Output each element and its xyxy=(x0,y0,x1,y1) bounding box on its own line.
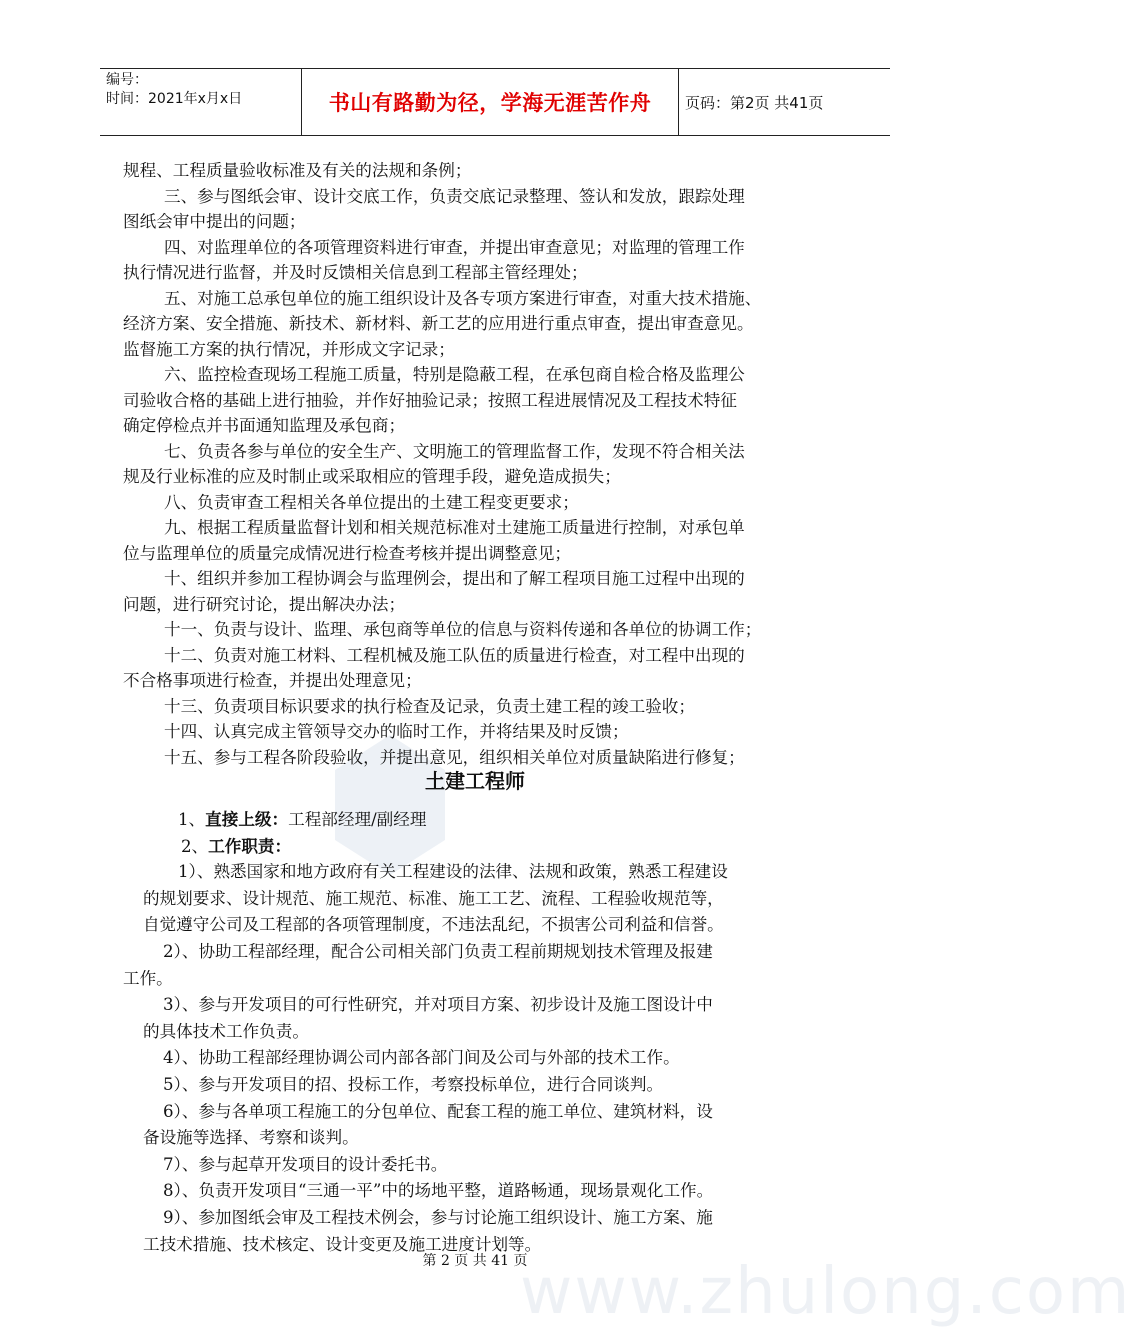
header-left-cell xyxy=(100,69,302,135)
section-title: 土建工程师 xyxy=(425,769,525,793)
paragraph-line: 问题，进行研究讨论，提出解决办法； xyxy=(123,594,406,614)
paragraph-line: 十三、负责项目标识要求的执行检查及记录，负责土建工程的竣工验收； xyxy=(164,696,695,716)
duty-line: 9）、参加图纸会审及工程技术例会，参与讨论施工组织设计、施工方案、施 xyxy=(163,1207,713,1227)
paragraph-line: 规及行业标准的应及时制止或采取相应的管理手段，避免造成损失； xyxy=(123,467,621,486)
paragraph-line: 六、监控检查现场工程施工质量，特别是隐蔽工程，在承包商自检合格及监理公 xyxy=(164,365,745,384)
paragraph-line: 经济方案、安全措施、新技术、新材料、新工艺的应用进行重点审查，提出审查意见。 xyxy=(123,314,754,333)
superior-label: 直接上级： xyxy=(205,809,289,829)
paragraph-line: 位与监理单位的质量完成情况进行检查考核并提出调整意见； xyxy=(123,543,572,563)
superior-value: 工程部经理/副经理 xyxy=(288,810,427,829)
section2-body xyxy=(123,806,863,1258)
paragraph-line: 八、负责审查工程相关各单位提出的土建工程变更要求； xyxy=(164,492,579,512)
duty-line: 3）、参与开发项目的可行性研究，并对项目方案、初步设计及施工图设计中 xyxy=(163,995,713,1015)
page-info: 页码：第2页 共41页 xyxy=(685,93,824,112)
section1-body xyxy=(123,158,858,770)
duty-line: 工技术措施、技术核定、设计变更及施工进度计划等。 xyxy=(143,1234,542,1254)
duty-line: 8）、负责开发项目“三通一平”中的场地平整，道路畅通，现场景观化工作。 xyxy=(163,1181,714,1201)
page-footer: 第 2 页 共 41 页 xyxy=(422,1253,528,1269)
duty-line: 5）、参与开发项目的招、投标工作，考察投标单位，进行合同谈判。 xyxy=(163,1074,664,1094)
superior-line xyxy=(123,806,863,833)
motto: 书山有路勤为径，学海无涯苦作舟 xyxy=(302,69,679,135)
duty-line: 工作。 xyxy=(123,968,173,988)
paragraph-line: 规程、工程质量验收标准及有关的法规和条例； xyxy=(123,161,472,180)
duties-line xyxy=(123,833,863,860)
duty-line: 7）、参与起草开发项目的设计委托书。 xyxy=(163,1154,448,1174)
paragraph-line: 四、对监理单位的各项管理资料进行审查，并提出审查意见；对监理的管理工作 xyxy=(164,237,745,257)
paragraph-line: 司验收合格的基础上进行抽验，并作好抽验记录；按照工程进展情况及工程技术特征 xyxy=(123,390,737,410)
paragraph-line: 十五、参与工程各阶段验收，并提出意见，组织相关单位对质量缺陷进行修复； xyxy=(164,747,745,767)
paragraph-line: 十、组织并参加工程协调会与监理例会，提出和了解工程项目施工过程中出现的 xyxy=(164,569,745,588)
paragraph-line: 十一、负责与设计、监理、承包商等单位的信息与资料传递和各单位的协调工作； xyxy=(164,620,762,639)
paragraph-line: 不合格事项进行检查，并提出处理意见； xyxy=(123,671,422,690)
duties-num: 2、 xyxy=(181,836,209,856)
paragraph-line: 三、参与图纸会审、设计交底工作，负责交底记录整理、签认和发放，跟踪处理 xyxy=(164,186,745,206)
duties-label: 工作职责： xyxy=(208,835,292,856)
duty-line: 的具体技术工作负责。 xyxy=(143,1021,309,1041)
paragraph-line: 五、对施工总承包单位的施工组织设计及各专项方案进行审查，对重大技术措施、 xyxy=(164,288,762,308)
duty-line: 6）、参与各单项工程施工的分包单位、配套工程的施工单位、建筑材料，设 xyxy=(163,1101,713,1121)
duty-line: 1）、熟悉国家和地方政府有关工程建设的法律、法规和政策，熟悉工程建设 xyxy=(178,862,728,882)
watermark-text: www.zhulong.com xyxy=(520,1255,1131,1329)
time-label: 时间：2021年x月x日 xyxy=(106,91,243,107)
paragraph-line: 图纸会审中提出的问题； xyxy=(123,212,306,231)
duty-line: 备设施等选择、考察和谈判。 xyxy=(143,1128,359,1148)
paragraph-line: 十二、负责对施工材料、工程机械及施工队伍的质量进行检查，对工程中出现的 xyxy=(164,645,745,665)
paragraph-line: 执行情况进行监督，并及时反馈相关信息到工程部主管经理处； xyxy=(123,263,588,282)
header-table xyxy=(100,68,890,136)
duty-line: 2）、协助工程部经理，配合公司相关部门负责工程前期规划技术管理及报建 xyxy=(163,941,713,961)
paragraph-line: 确定停检点并书面通知监理及承包商； xyxy=(123,416,406,435)
number-label: 编号： xyxy=(106,72,148,88)
duty-line: 的规划要求、设计规范、施工规范、标准、施工工艺、流程、工程验收规范等， xyxy=(143,888,724,908)
paragraph-line: 监督施工方案的执行情况，并形成文字记录； xyxy=(123,339,455,359)
paragraph-line: 七、负责各参与单位的安全生产、文明施工的管理监督工作，发现不符合相关法 xyxy=(164,441,745,461)
duty-line: 4）、协助工程部经理协调公司内部各部门间及公司与外部的技术工作。 xyxy=(163,1048,680,1068)
paragraph-line: 九、根据工程质量监督计划和相关规范标准对土建施工质量进行控制，对承包单 xyxy=(164,518,745,537)
superior-num: 1、 xyxy=(178,810,206,829)
duty-line: 自觉遵守公司及工程部的各项管理制度，不违法乱纪，不损害公司利益和信誉。 xyxy=(143,915,724,935)
paragraph-line: 十四、认真完成主管领导交办的临时工作，并将结果及时反馈； xyxy=(164,722,629,741)
